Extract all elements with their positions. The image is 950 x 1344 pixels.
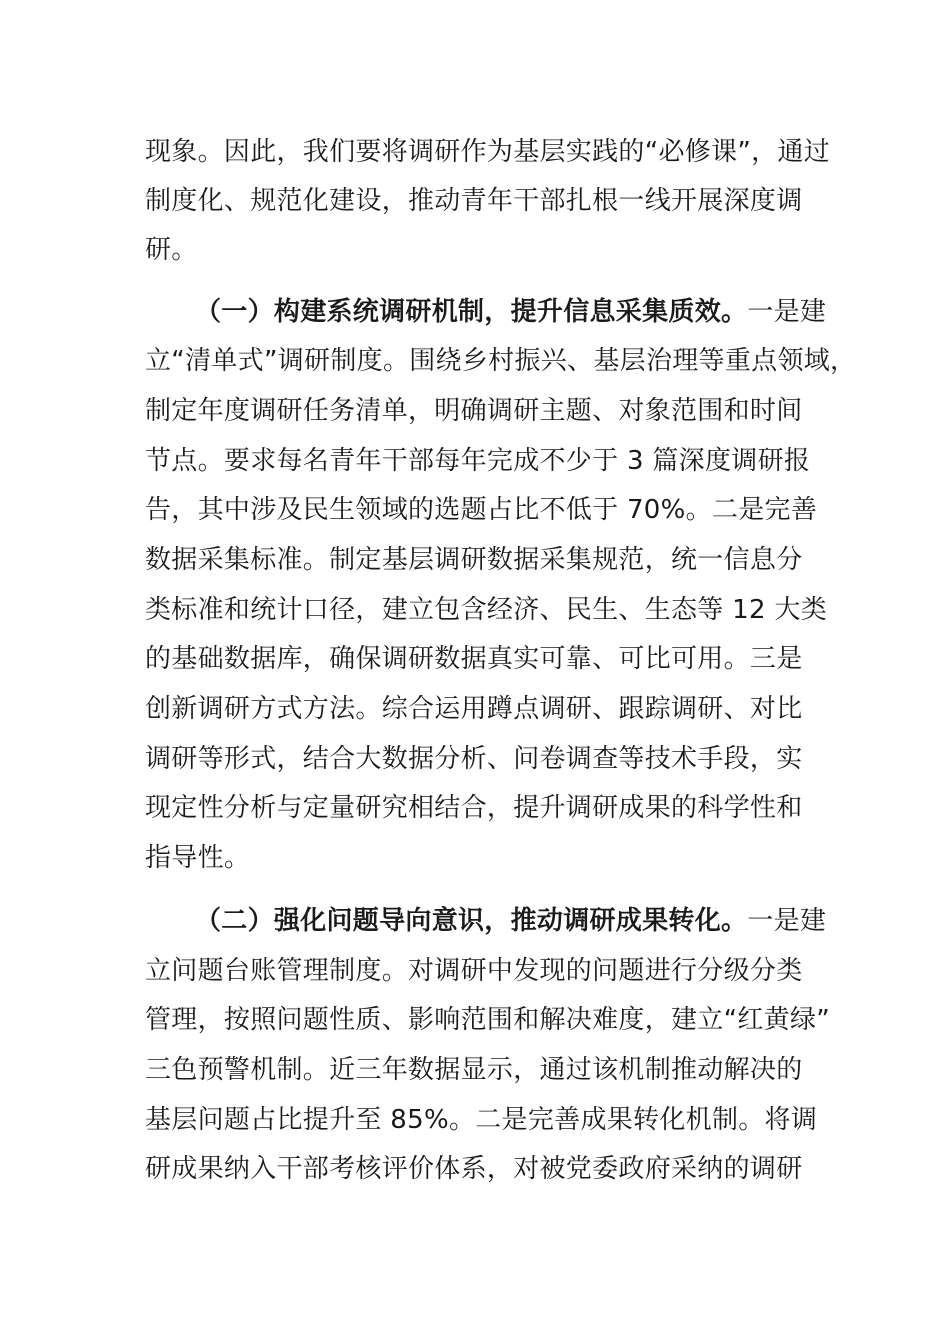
text-line: 现象。因此，我们要将调研作为基层实践的“必修课”，通过 xyxy=(145,137,831,167)
text-line: 管理，按照问题性质、影响范围和解决难度，建立“红黄绿” xyxy=(145,1005,831,1035)
section-1-first-line xyxy=(195,296,827,328)
text-line: 创新调研方式方法。综合运用蹲点调研、跟踪调研、对比 xyxy=(145,694,803,724)
text-line: 立“清单式”调研制度。围绕乡村振兴、基层治理等重点领域， xyxy=(145,346,857,376)
text-line: 现定性分析与定量研究相结合，提升调研成果的科学性和 xyxy=(145,793,803,823)
section-heading-2: （二）强化问题导向意识，推动调研成果转化。 xyxy=(195,906,748,936)
section-2-first-line xyxy=(195,905,827,937)
text-line: 节点。要求每名青年干部每年完成不少于 3 篇深度调研报 xyxy=(145,446,811,476)
text-line: 告，其中涉及民生领域的选题占比不低于 70%。二是完善 xyxy=(145,495,818,525)
text-run: 一是建 xyxy=(747,906,827,936)
text-line: 数据采集标准。制定基层调研数据采集规范，统一信息分 xyxy=(145,545,803,575)
text-line: 研。 xyxy=(145,235,198,265)
text-line: 制定年度调研任务清单，明确调研主题、对象范围和时间 xyxy=(145,396,803,426)
text-line: 的基础数据库，确保调研数据真实可靠、可比可用。三是 xyxy=(145,644,803,674)
text-line: 指导性。 xyxy=(145,843,251,873)
text-line: 类标准和统计口径，建立包含经济、民生、生态等 12 大类 xyxy=(145,595,828,625)
section-heading-1: （一）构建系统调研机制，提升信息采集质效。 xyxy=(195,297,748,327)
text-line: 立问题台账管理制度。对调研中发现的问题进行分级分类 xyxy=(145,956,803,986)
text-line: 基层问题占比提升至 85%。二是完善成果转化机制。将调 xyxy=(145,1105,818,1135)
text-line: 制度化、规范化建设，推动青年干部扎根一线开展深度调 xyxy=(145,186,803,216)
text-line: 三色预警机制。近三年数据显示，通过该机制推动解决的 xyxy=(145,1055,803,1085)
text-run: 一是建 xyxy=(747,297,827,327)
text-line: 研成果纳入干部考核评价体系，对被党委政府采纳的调研 xyxy=(145,1154,803,1184)
text-line: 调研等形式，结合大数据分析、问卷调查等技术手段，实 xyxy=(145,744,803,774)
